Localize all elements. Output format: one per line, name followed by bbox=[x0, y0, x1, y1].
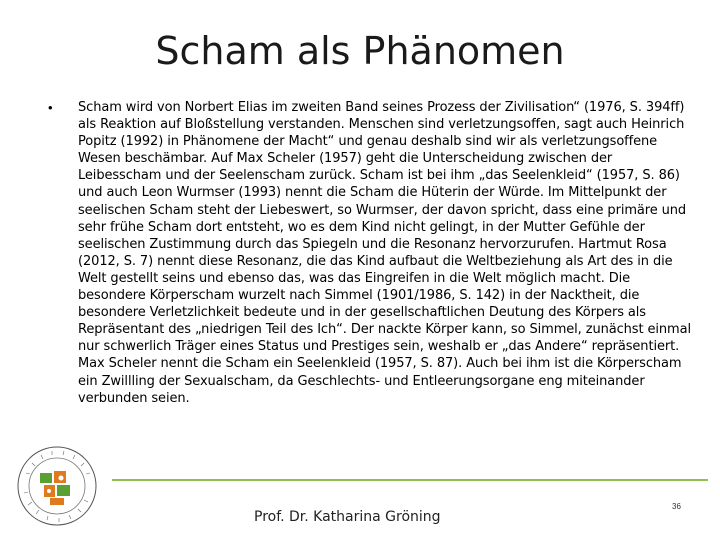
bullet-text: Scham wird von Norbert Elias im zweiten Band seines Prozess der Zivilisation“ (1976, S. 394ff) als Reaktion auf Bloßstellung verstanden. Menschen sind verletzungsoffen, sagt auch Heinrich Popitz (1992) in Phänomene der Macht“ und genau deshalb sind wir als verletzungsoffene Wesen beschämbar. Auf Max Scheler (1957) geht die Unterscheidung zwischen der Leibesscham und der Seelenscham zurück. Scham ist bei ihm „das Seelenkleid“ (1957, S. 86) und auch Leon Wurmser (1993) nennt die Scham die Hüterin der Würde. Im Mittelpunkt der seelischen Scham steht der Liebeswert, so Wurmser, der davon spricht, dass eine primäre und sehr frühe Scham dort entsteht, wo es dem Kind nicht gelingt, in der Mutter Gefühle der seelischen Zustimmung durch das Spiegeln und die Resonanz hervorzurufen. Hartmut Rosa (2012, S. 7) nennt diese Resonanz, die das Kind aufbaut die Weltbeziehung als Art des in die Welt gestellt seins und ebenso das, was das Eingreifen in die Welt möglich macht. Die besondere Körperscham wurzelt nach Simmel (1901/1986, S. 142) in der Nacktheit, die besondere Verletzlichkeit bedeute und in der gesellschaftlichen Deutung des Körpers als Repräsentant des „niedrigen Teil des Ich“. Der nackte Körper kann, so Simmel, zunächst einmal nur schwerlich Träger eines Status und Prestiges sein, weshalb er „das Andere“ repräsentiert. Max Scheler nennt die Scham ein Seelenkleid (1957, S. 87). Auch bei ihm ist die Körperscham ein Zwillling der Sexualscham, da Geschlechts- und Entleerungsorgane eng miteinander verbunden seien. bbox=[78, 100, 691, 406]
footer-divider bbox=[112, 479, 708, 481]
bullet-marker: • bbox=[48, 100, 53, 115]
slide-title: Scham als Phänomen bbox=[155, 29, 565, 73]
university-seal-logo-icon bbox=[14, 443, 100, 529]
footer-author: Prof. Dr. Katharina Gröning bbox=[254, 509, 441, 525]
page-number: 36 bbox=[672, 502, 681, 511]
